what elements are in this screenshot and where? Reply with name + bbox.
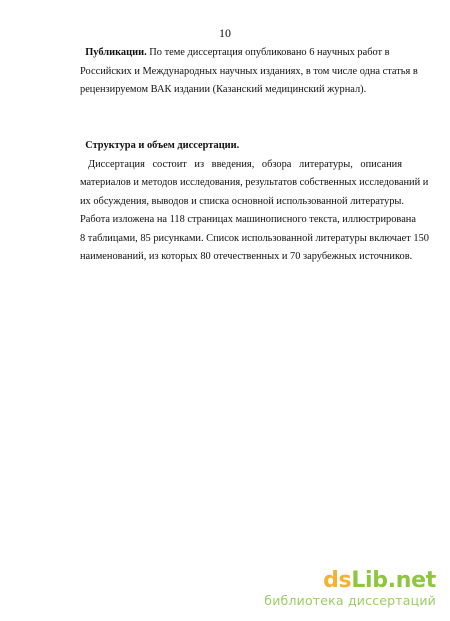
dslib-tagline: библиотека диссертаций bbox=[264, 593, 436, 608]
structure-line-2: материалов и методов исследования, результатов собственных исследований и bbox=[80, 177, 429, 188]
publications-section bbox=[80, 44, 418, 100]
structure-line-4: Работа изложена на 118 страницах машинописного текста, иллюстрирована bbox=[80, 214, 416, 225]
structure-line-6: наименований, из которых 80 отечественных и 70 зарубежных источников. bbox=[80, 251, 413, 262]
structure-line-5: 8 таблицами, 85 рисунками. Список использованной литературы включает 150 bbox=[80, 232, 429, 244]
publications-line-3: рецензируемом ВАК издании (Казанский медицинский журнал). bbox=[80, 84, 367, 95]
structure-section bbox=[80, 137, 429, 267]
publications-line-1-text: По теме диссертация опубликовано 6 научных работ в bbox=[146, 47, 390, 58]
dslib-watermark[interactable] bbox=[264, 569, 436, 608]
logo-dot: . bbox=[387, 568, 396, 593]
logo-lib: Lib bbox=[351, 568, 388, 593]
structure-heading bbox=[80, 137, 402, 156]
logo-net: net bbox=[395, 568, 436, 593]
structure-heading-text: Структура и объем диссертации. bbox=[85, 140, 240, 151]
structure-paragraph bbox=[80, 156, 429, 267]
publications-line-1 bbox=[80, 44, 402, 63]
structure-line-1: Диссертация состоит из введения, обзора литературы, описания bbox=[88, 158, 402, 170]
page-number: 10 bbox=[219, 26, 231, 40]
publications-paragraph bbox=[80, 44, 418, 100]
publications-line-2: Российских и Международных научных изданиях, в том числе одна статья в bbox=[80, 65, 418, 77]
logo-ds: ds bbox=[323, 568, 352, 593]
dslib-logo bbox=[264, 569, 436, 593]
publications-heading: Публикации. bbox=[85, 47, 147, 58]
structure-line-3: их обсуждения, выводов и списка основной использованной литературы. bbox=[80, 195, 405, 207]
